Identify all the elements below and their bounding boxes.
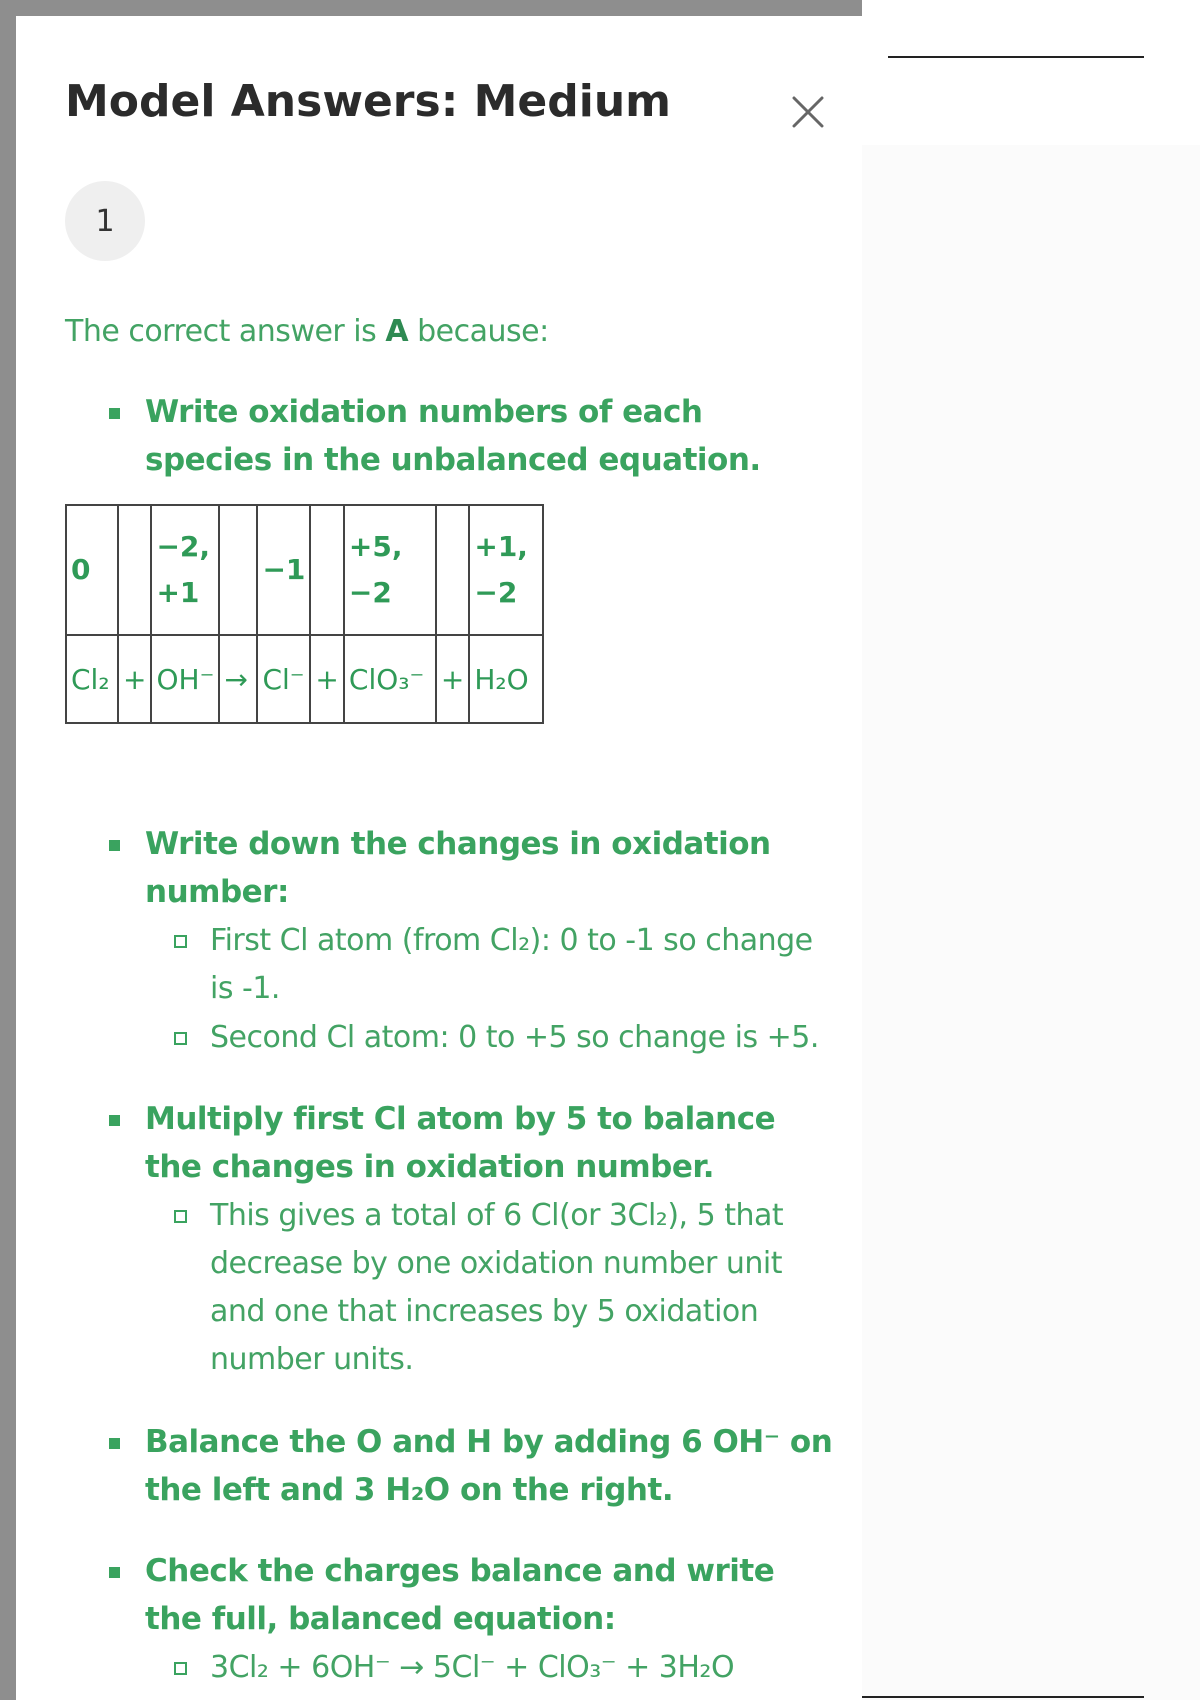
model-answers-modal: [16, 16, 862, 1700]
species-row: [66, 635, 543, 723]
oxidation-number-table: [65, 504, 544, 724]
species-oh: OH⁻: [151, 635, 219, 723]
step-5-text: Check the charges balance and write the full, balanced equation:: [145, 1553, 775, 1637]
step-2-subitem-2-text: Second Cl atom: 0 to +5 so change is +5.: [210, 1020, 819, 1055]
balanced-equation: 3Cl₂ + 6OH⁻ → 5Cl⁻ + ClO₃⁻ + 3H₂O: [210, 1650, 735, 1685]
modal-backdrop-left: [0, 0, 16, 1700]
ox-cell-arrow: [219, 505, 257, 635]
species-cl2: Cl₂: [66, 635, 118, 723]
ox-cell-h2o: +1, −2: [469, 505, 543, 635]
oxidation-number-row: [66, 505, 543, 635]
step-1: [93, 388, 833, 484]
bullet-square-icon: [109, 1115, 120, 1126]
step-3-text: Multiply first Cl atom by 5 to balance the changes in oxidation number.: [145, 1101, 776, 1185]
question-number-badge: [65, 181, 145, 261]
step-2-subitem-1-text: First Cl atom (from Cl₂): 0 to -1 so change is -1.: [210, 923, 813, 1006]
ox-cell-clo3: +5, −2: [344, 505, 436, 635]
species-plus-1: +: [118, 635, 151, 723]
correct-answer-letter: A: [385, 314, 409, 349]
background-page-panel: [862, 145, 1200, 1700]
modal-title: Model Answers: Medium: [65, 76, 671, 127]
question-number: 1: [95, 203, 115, 239]
ox-cell-plus-1: [118, 505, 151, 635]
ox-cell-cl-minus: −1: [257, 505, 310, 635]
species-plus-3: +: [436, 635, 469, 723]
ox-cell-cl2: 0: [66, 505, 118, 635]
sub-bullet-icon: [174, 1662, 187, 1675]
species-arrow: →: [219, 635, 257, 723]
step-5-subitem-1: [93, 1644, 833, 1692]
step-4: [93, 1418, 833, 1514]
sub-bullet-icon: [174, 1210, 187, 1223]
step-3-subitem-1-text: This gives a total of 6 Cl(or 3Cl₂), 5 that decrease by one oxidation number unit and one that increases by 5 oxidation number units.: [210, 1198, 784, 1377]
intro-prefix: The correct answer is: [65, 314, 377, 349]
step-2-subitem-1: [93, 917, 833, 1013]
bullet-square-icon: [109, 840, 120, 851]
intro-suffix: because:: [417, 314, 549, 349]
step-2-subitem-2: [93, 1014, 833, 1062]
ox-cell-plus-3: [436, 505, 469, 635]
species-plus-2: +: [310, 635, 343, 723]
sub-bullet-icon: [174, 1032, 187, 1045]
step-2: [93, 820, 833, 916]
species-clo3: ClO₃⁻: [344, 635, 436, 723]
bullet-square-icon: [109, 408, 120, 419]
ox-cell-oh: −2, +1: [151, 505, 219, 635]
answer-intro: [65, 314, 549, 349]
sub-bullet-icon: [174, 935, 187, 948]
close-icon[interactable]: [790, 94, 826, 130]
ox-cell-plus-2: [310, 505, 343, 635]
step-1-text: Write oxidation numbers of each species in the unbalanced equation.: [145, 394, 761, 478]
step-5: [93, 1547, 833, 1643]
species-h2o: H₂O: [469, 635, 543, 723]
step-4-text: Balance the O and H by adding 6 OH⁻ on the left and 3 H₂O on the right.: [145, 1424, 833, 1508]
species-cl-minus: Cl⁻: [257, 635, 310, 723]
modal-backdrop-top: [0, 0, 862, 16]
bullet-square-icon: [109, 1438, 120, 1449]
step-3-subitem-1: [93, 1192, 833, 1384]
page-divider-top: [888, 56, 1144, 58]
step-2-text: Write down the changes in oxidation number:: [145, 826, 771, 910]
bullet-square-icon: [109, 1567, 120, 1578]
step-3: [93, 1095, 833, 1191]
